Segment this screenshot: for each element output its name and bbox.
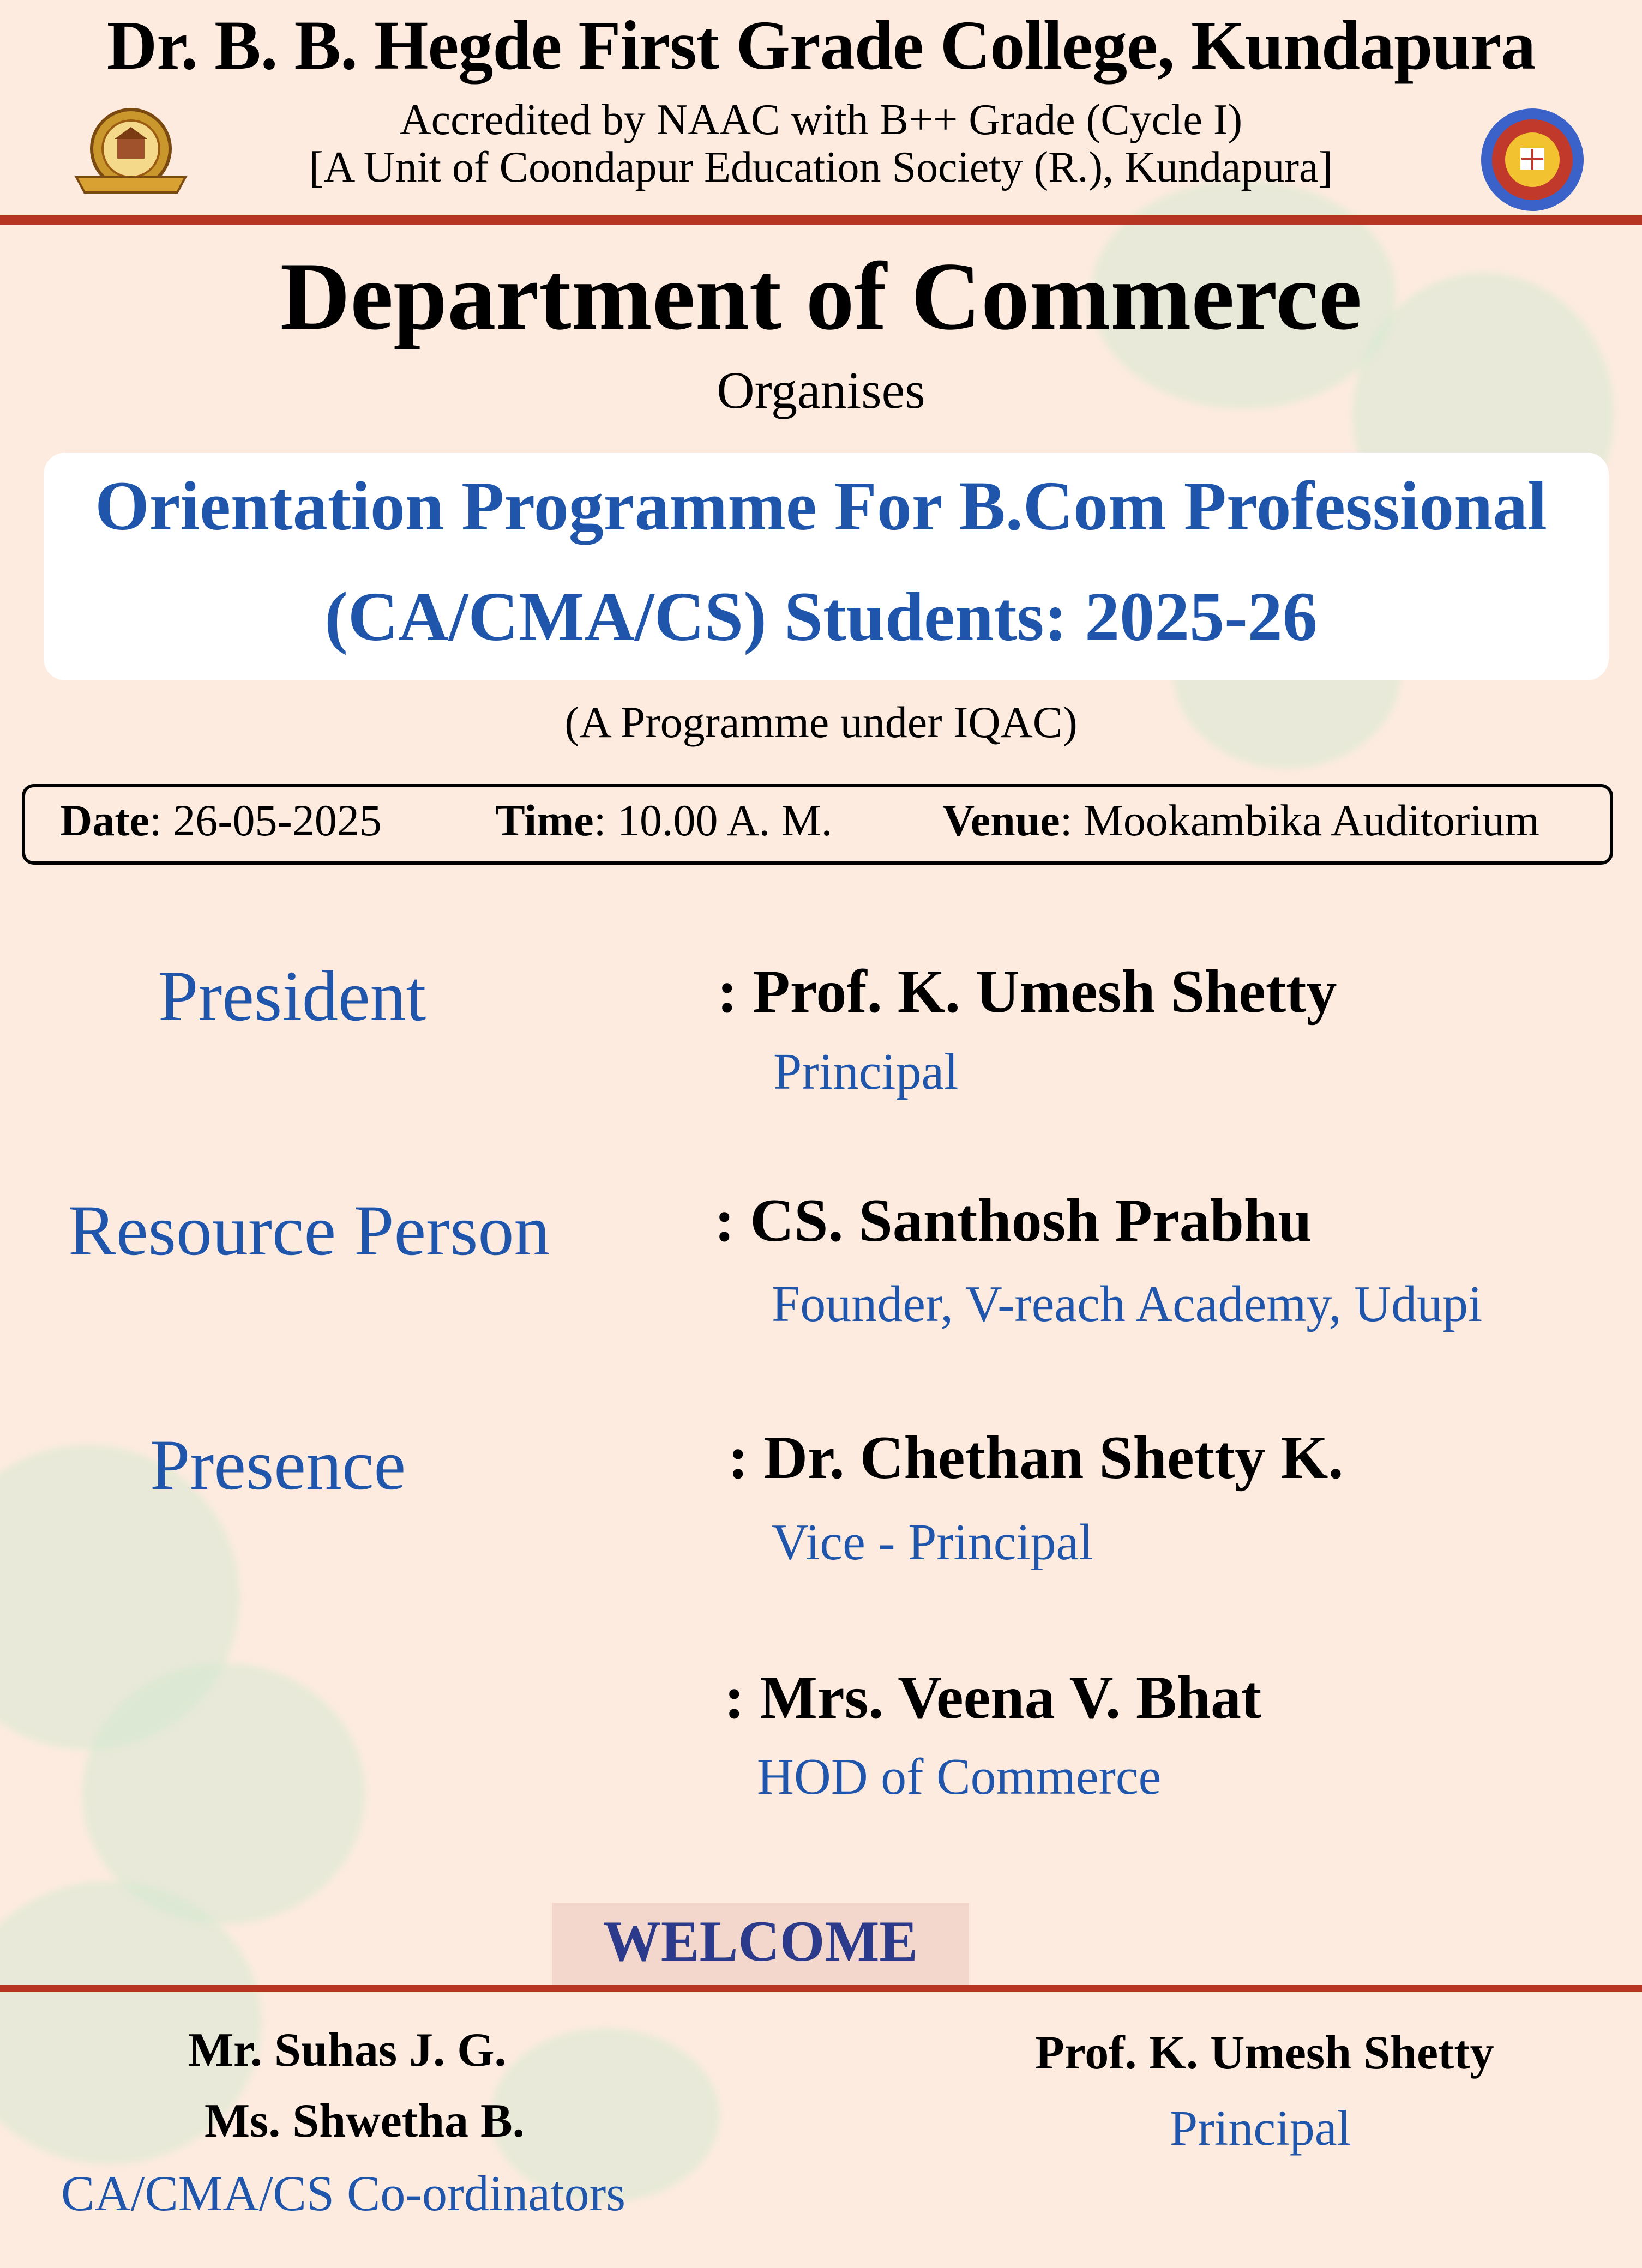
presence-1-designation: Vice - Principal (772, 1514, 1093, 1571)
date-value: : 26-05-2025 (149, 795, 382, 845)
society-emblem-icon (71, 106, 191, 199)
president-role: President (158, 956, 426, 1036)
resource-person-role: Resource Person (68, 1190, 550, 1270)
coordinator-1-name: Mr. Suhas J. G. (188, 2024, 507, 2077)
organises-label: Organises (717, 361, 925, 419)
time-value: : 10.00 A. M. (593, 795, 833, 845)
venue-label: Venue (942, 795, 1060, 845)
programme-title-line-2: (CA/CMA/CS) Students: 2025-26 (324, 578, 1318, 655)
resource-person-designation: Founder, V-reach Academy, Udupi (772, 1276, 1483, 1332)
college-name: Dr. B. B. Hegde First Grade College, Kundapura (106, 7, 1536, 84)
presence-2-name: : Mrs. Veena V. Bhat (724, 1664, 1262, 1732)
header-rule (0, 215, 1642, 225)
presence-2-designation: HOD of Commerce (757, 1748, 1162, 1805)
coordinators-role: CA/CMA/CS Co-ordinators (61, 2166, 626, 2221)
accreditation-line: Accredited by NAAC with B++ Grade (Cycle I) (399, 96, 1243, 144)
event-time (495, 795, 832, 846)
resource-person-name: : CS. Santhosh Prabhu (714, 1187, 1312, 1254)
presence-1-name: : Dr. Chethan Shetty K. (728, 1424, 1344, 1492)
coordinator-2-name: Ms. Shwetha B. (205, 2095, 525, 2148)
unit-line: [A Unit of Coondapur Education Society (R.), Kundapura] (309, 143, 1333, 191)
venue-value: : Mookambika Auditorium (1060, 795, 1539, 845)
date-label: Date (60, 795, 149, 845)
event-venue (942, 795, 1539, 846)
event-date (60, 795, 382, 846)
college-seal-icon (1479, 106, 1586, 213)
footer-rule (0, 1984, 1642, 1992)
programme-title-line-1: Orientation Programme For B.Com Professional (95, 467, 1547, 545)
department-title: Department of Commerce (280, 242, 1362, 350)
footer-principal-role: Principal (1170, 2100, 1351, 2156)
iqac-note: (A Programme under IQAC) (564, 697, 1078, 747)
president-designation: Principal (773, 1043, 959, 1100)
president-name: : Prof. K. Umesh Shetty (717, 958, 1337, 1026)
presence-role: Presence (150, 1425, 406, 1505)
footer-principal-name: Prof. K. Umesh Shetty (1035, 2026, 1494, 2079)
welcome-text: WELCOME (603, 1909, 918, 1973)
time-label: Time (495, 795, 594, 845)
